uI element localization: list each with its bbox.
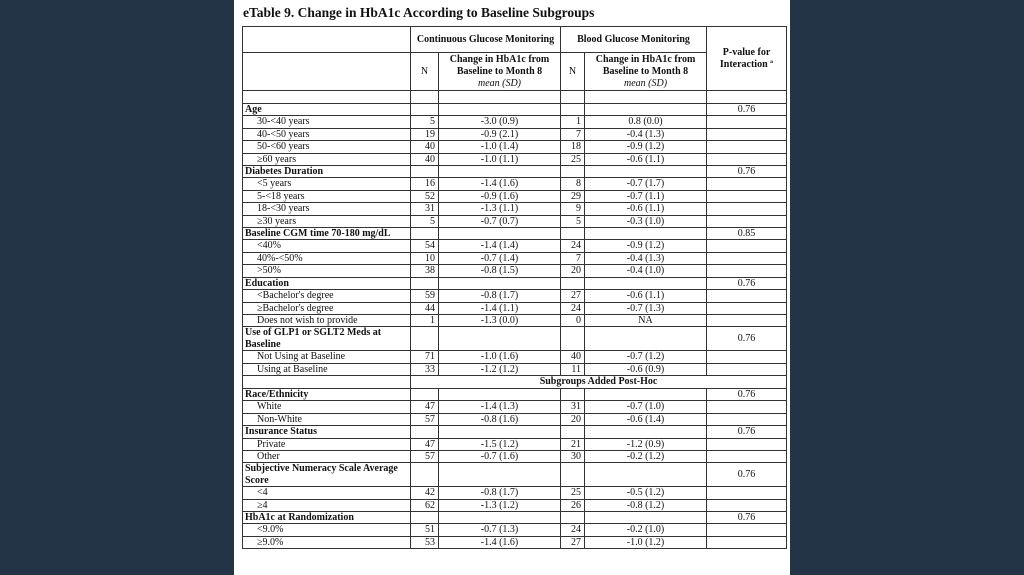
cgm-n-header: N [411, 53, 439, 91]
bgm-mean-sd: -0.7 (1.0) [585, 401, 707, 413]
bgm-n: 31 [561, 401, 585, 413]
bgm-mean-sd: -0.6 (1.4) [585, 413, 707, 425]
category-row [243, 512, 787, 524]
cgm-mean-sd: -1.3 (1.2) [439, 499, 561, 511]
table-row [243, 290, 787, 302]
bgm-mean-sd: NA [585, 314, 707, 326]
cgm-mean-sd: -0.8 (1.6) [439, 413, 561, 425]
empty-cell [707, 265, 787, 277]
subgroup-label: <Bachelor's degree [243, 290, 411, 302]
cgm-n: 1 [411, 314, 439, 326]
empty-cell [439, 166, 561, 178]
cgm-mean-sd: -1.0 (1.6) [439, 351, 561, 363]
empty-cell [411, 166, 439, 178]
empty-cell [707, 314, 787, 326]
cgm-n: 33 [411, 363, 439, 375]
bgm-n: 1 [561, 116, 585, 128]
empty-cell [411, 388, 439, 400]
cgm-mean-sd: -1.3 (0.0) [439, 314, 561, 326]
bgm-mean-sd: -0.6 (1.1) [585, 290, 707, 302]
category-label: HbA1c at Randomization [243, 512, 411, 524]
category-row [243, 166, 787, 178]
category-row [243, 426, 787, 438]
table-row [243, 351, 787, 363]
subgroup-label: ≥4 [243, 499, 411, 511]
stat-label: mean (SD) [477, 77, 522, 89]
cgm-n: 59 [411, 290, 439, 302]
bgm-n: 24 [561, 302, 585, 314]
table-row [243, 438, 787, 450]
empty-cell [585, 463, 707, 487]
cgm-mean-sd: -0.7 (1.6) [439, 450, 561, 462]
posthoc-banner: Subgroups Added Post-Hoc [411, 375, 787, 388]
table-row [243, 499, 787, 511]
empty-cell [439, 327, 561, 351]
category-label: Use of GLP1 or SGLT2 Meds at Baseline [243, 327, 411, 351]
cgm-mean-sd: -3.0 (0.9) [439, 116, 561, 128]
cgm-mean-sd: -1.0 (1.4) [439, 141, 561, 153]
cgm-mean-sd: -0.8 (1.7) [439, 290, 561, 302]
bgm-mean-sd: -0.6 (0.9) [585, 363, 707, 375]
table-row [243, 265, 787, 277]
category-row [243, 463, 787, 487]
subgroup-label: <4 [243, 487, 411, 499]
bgm-mean-sd: -0.3 (1.0) [585, 215, 707, 227]
subgroup-label: 40%-<50% [243, 252, 411, 264]
bgm-n-header: N [561, 53, 585, 91]
category-row [243, 388, 787, 400]
cgm-n: 47 [411, 401, 439, 413]
empty-cell [411, 463, 439, 487]
subgroup-label: Non-White [243, 413, 411, 425]
table-row [243, 252, 787, 264]
subgroup-label: <9.0% [243, 524, 411, 536]
bgm-change-header [585, 53, 707, 91]
subgroup-label: White [243, 401, 411, 413]
interaction-pvalue: 0.76 [707, 104, 787, 116]
cgm-n: 40 [411, 141, 439, 153]
table-row [243, 240, 787, 252]
empty-cell [707, 116, 787, 128]
subgroup-label: ≥Bachelor's degree [243, 302, 411, 314]
empty-cell [561, 277, 585, 289]
subgroup-table [242, 26, 787, 549]
category-label: Age [243, 104, 411, 116]
category-label: Insurance Status [243, 426, 411, 438]
table-row [243, 363, 787, 375]
table-row [243, 141, 787, 153]
subgroup-label: Using at Baseline [243, 363, 411, 375]
empty-cell [561, 388, 585, 400]
empty-cell [439, 104, 561, 116]
cgm-n: 53 [411, 536, 439, 548]
table-row [243, 314, 787, 326]
empty-cell [243, 375, 411, 388]
category-label: Subjective Numeracy Scale Average Score [243, 463, 411, 487]
bgm-mean-sd: -0.5 (1.2) [585, 487, 707, 499]
subgroup-label: 30-<40 years [243, 116, 411, 128]
cgm-mean-sd: -1.3 (1.1) [439, 203, 561, 215]
bgm-n: 26 [561, 499, 585, 511]
subgroup-label: Private [243, 438, 411, 450]
document-page [234, 0, 790, 575]
empty-cell [585, 277, 707, 289]
empty-cell [439, 277, 561, 289]
empty-cell [707, 215, 787, 227]
table-row [243, 401, 787, 413]
table-body [243, 104, 787, 549]
cgm-n: 5 [411, 116, 439, 128]
change-header-line2: Baseline to Month 8 [602, 65, 689, 77]
bgm-n: 20 [561, 413, 585, 425]
empty-cell [411, 277, 439, 289]
cgm-mean-sd: -0.7 (1.4) [439, 252, 561, 264]
empty-cell [707, 290, 787, 302]
bgm-mean-sd: -0.7 (1.7) [585, 178, 707, 190]
cgm-n: 5 [411, 215, 439, 227]
interaction-pvalue: 0.76 [707, 463, 787, 487]
bgm-n: 29 [561, 190, 585, 202]
bgm-n: 25 [561, 153, 585, 165]
cgm-mean-sd: -1.0 (1.1) [439, 153, 561, 165]
bgm-n: 8 [561, 178, 585, 190]
cgm-n: 38 [411, 265, 439, 277]
change-header-line1: Change in HbA1c from [449, 53, 550, 65]
table-row [243, 153, 787, 165]
cgm-n: 42 [411, 487, 439, 499]
header-blank [243, 53, 411, 91]
cgm-mean-sd: -1.4 (1.6) [439, 178, 561, 190]
empty-cell [707, 302, 787, 314]
subgroup-label: Does not wish to provide [243, 314, 411, 326]
bgm-n: 27 [561, 536, 585, 548]
empty-cell [439, 388, 561, 400]
category-label: Education [243, 277, 411, 289]
cgm-n: 57 [411, 413, 439, 425]
interaction-pvalue: 0.76 [707, 426, 787, 438]
subgroup-label: Not Using at Baseline [243, 351, 411, 363]
table-row [243, 116, 787, 128]
cgm-n: 52 [411, 190, 439, 202]
cgm-mean-sd: -1.4 (1.3) [439, 401, 561, 413]
table-row [243, 178, 787, 190]
subgroup-label: ≥30 years [243, 215, 411, 227]
cgm-n: 47 [411, 438, 439, 450]
empty-cell [707, 450, 787, 462]
cgm-n: 31 [411, 203, 439, 215]
empty-cell [585, 327, 707, 351]
empty-cell [707, 499, 787, 511]
bgm-mean-sd: -0.6 (1.1) [585, 203, 707, 215]
bgm-header: Blood Glucose Monitoring [561, 27, 707, 53]
bgm-n: 7 [561, 128, 585, 140]
empty-cell [707, 487, 787, 499]
change-header-line1: Change in HbA1c from [595, 53, 696, 65]
empty-cell [439, 463, 561, 487]
empty-cell [707, 203, 787, 215]
bgm-mean-sd: -0.9 (1.2) [585, 240, 707, 252]
cgm-n: 44 [411, 302, 439, 314]
table-row [243, 413, 787, 425]
empty-cell [707, 252, 787, 264]
spacer-cell [243, 91, 411, 104]
interaction-pvalue: 0.76 [707, 512, 787, 524]
cgm-mean-sd: -1.4 (1.6) [439, 536, 561, 548]
empty-cell [707, 178, 787, 190]
bgm-n: 25 [561, 487, 585, 499]
empty-cell [707, 536, 787, 548]
empty-cell [561, 426, 585, 438]
empty-cell [707, 524, 787, 536]
empty-cell [585, 512, 707, 524]
bgm-mean-sd: -0.7 (1.3) [585, 302, 707, 314]
empty-cell [585, 228, 707, 240]
bgm-mean-sd: -0.8 (1.2) [585, 499, 707, 511]
bgm-mean-sd: -0.2 (1.2) [585, 450, 707, 462]
bgm-n: 27 [561, 290, 585, 302]
empty-cell [439, 426, 561, 438]
cgm-n: 10 [411, 252, 439, 264]
empty-cell [439, 512, 561, 524]
cgm-mean-sd: -0.8 (1.7) [439, 487, 561, 499]
bgm-n: 21 [561, 438, 585, 450]
cgm-n: 57 [411, 450, 439, 462]
empty-cell [439, 228, 561, 240]
bgm-n: 7 [561, 252, 585, 264]
cgm-n: 40 [411, 153, 439, 165]
bgm-mean-sd: -0.4 (1.0) [585, 265, 707, 277]
bgm-n: 18 [561, 141, 585, 153]
bgm-n: 24 [561, 524, 585, 536]
empty-cell [585, 166, 707, 178]
bgm-mean-sd: -0.9 (1.2) [585, 141, 707, 153]
empty-cell [707, 240, 787, 252]
bgm-n: 0 [561, 314, 585, 326]
cgm-mean-sd: -0.7 (0.7) [439, 215, 561, 227]
empty-cell [561, 463, 585, 487]
interaction-pvalue: 0.85 [707, 228, 787, 240]
empty-cell [561, 104, 585, 116]
cgm-n: 16 [411, 178, 439, 190]
table-row [243, 450, 787, 462]
table-row [243, 128, 787, 140]
empty-cell [561, 327, 585, 351]
interaction-pvalue: 0.76 [707, 277, 787, 289]
bgm-mean-sd: -0.4 (1.3) [585, 252, 707, 264]
spacer-cell [585, 91, 707, 104]
subgroup-label: >50% [243, 265, 411, 277]
cgm-mean-sd: -0.8 (1.5) [439, 265, 561, 277]
empty-cell [411, 512, 439, 524]
table-title: eTable 9. Change in HbA1c According to Baseline Subgroups [243, 5, 595, 20]
empty-cell [707, 128, 787, 140]
empty-cell [707, 190, 787, 202]
cgm-n: 51 [411, 524, 439, 536]
empty-cell [561, 228, 585, 240]
category-label: Diabetes Duration [243, 166, 411, 178]
bgm-n: 24 [561, 240, 585, 252]
empty-cell [561, 512, 585, 524]
subgroup-label: ≥60 years [243, 153, 411, 165]
category-row [243, 327, 787, 351]
bgm-n: 30 [561, 450, 585, 462]
empty-cell [411, 228, 439, 240]
spacer-cell [561, 91, 585, 104]
empty-cell [707, 438, 787, 450]
subgroup-label: 40-<50 years [243, 128, 411, 140]
bgm-mean-sd: -1.2 (0.9) [585, 438, 707, 450]
empty-cell [411, 426, 439, 438]
empty-cell [585, 388, 707, 400]
category-row [243, 104, 787, 116]
cgm-mean-sd: -1.4 (1.1) [439, 302, 561, 314]
interaction-pvalue: 0.76 [707, 166, 787, 178]
empty-cell [707, 141, 787, 153]
subgroup-label: <5 years [243, 178, 411, 190]
bgm-n: 5 [561, 215, 585, 227]
interaction-pvalue: 0.76 [707, 327, 787, 351]
cgm-mean-sd: -0.9 (1.6) [439, 190, 561, 202]
cgm-mean-sd: -1.5 (1.2) [439, 438, 561, 450]
cgm-mean-sd: -1.2 (1.2) [439, 363, 561, 375]
spacer-cell [439, 91, 561, 104]
table-row [243, 203, 787, 215]
cgm-n: 71 [411, 351, 439, 363]
table-row [243, 487, 787, 499]
cgm-header: Continuous Glucose Monitoring [411, 27, 561, 53]
bgm-mean-sd: -1.0 (1.2) [585, 536, 707, 548]
bgm-mean-sd: -0.6 (1.1) [585, 153, 707, 165]
category-label: Race/Ethnicity [243, 388, 411, 400]
category-row [243, 277, 787, 289]
table-row [243, 524, 787, 536]
bgm-mean-sd: -0.2 (1.0) [585, 524, 707, 536]
bgm-mean-sd: 0.8 (0.0) [585, 116, 707, 128]
cgm-n: 54 [411, 240, 439, 252]
table-row [243, 536, 787, 548]
bgm-n: 40 [561, 351, 585, 363]
empty-cell [585, 104, 707, 116]
bgm-n: 11 [561, 363, 585, 375]
subgroup-label: 18-<30 years [243, 203, 411, 215]
empty-cell [585, 426, 707, 438]
pvalue-header: P-value for Interaction ª [707, 27, 787, 91]
bgm-n: 20 [561, 265, 585, 277]
subgroup-label: <40% [243, 240, 411, 252]
category-row [243, 228, 787, 240]
spacer-cell [707, 91, 787, 104]
empty-cell [707, 363, 787, 375]
cgm-n: 19 [411, 128, 439, 140]
cgm-mean-sd: -0.9 (2.1) [439, 128, 561, 140]
table-row [243, 302, 787, 314]
subgroup-label: Other [243, 450, 411, 462]
category-label: Baseline CGM time 70-180 mg/dL [243, 228, 411, 240]
empty-cell [707, 401, 787, 413]
bgm-mean-sd: -0.7 (1.2) [585, 351, 707, 363]
table-row [243, 215, 787, 227]
change-header-line2: Baseline to Month 8 [456, 65, 543, 77]
bgm-mean-sd: -0.4 (1.3) [585, 128, 707, 140]
bgm-mean-sd: -0.7 (1.1) [585, 190, 707, 202]
cgm-mean-sd: -1.4 (1.4) [439, 240, 561, 252]
cgm-change-header [439, 53, 561, 91]
empty-cell [411, 104, 439, 116]
interaction-pvalue: 0.76 [707, 388, 787, 400]
header-blank [243, 27, 411, 53]
bgm-n: 9 [561, 203, 585, 215]
stat-label: mean (SD) [623, 77, 668, 89]
spacer-cell [411, 91, 439, 104]
empty-cell [707, 351, 787, 363]
empty-cell [561, 166, 585, 178]
section-banner-row [243, 375, 787, 388]
subgroup-label: 50-<60 years [243, 141, 411, 153]
subgroup-label: 5-<18 years [243, 190, 411, 202]
subgroup-label: ≥9.0% [243, 536, 411, 548]
empty-cell [707, 413, 787, 425]
table-row [243, 190, 787, 202]
empty-cell [707, 153, 787, 165]
cgm-mean-sd: -0.7 (1.3) [439, 524, 561, 536]
empty-cell [411, 327, 439, 351]
cgm-n: 62 [411, 499, 439, 511]
